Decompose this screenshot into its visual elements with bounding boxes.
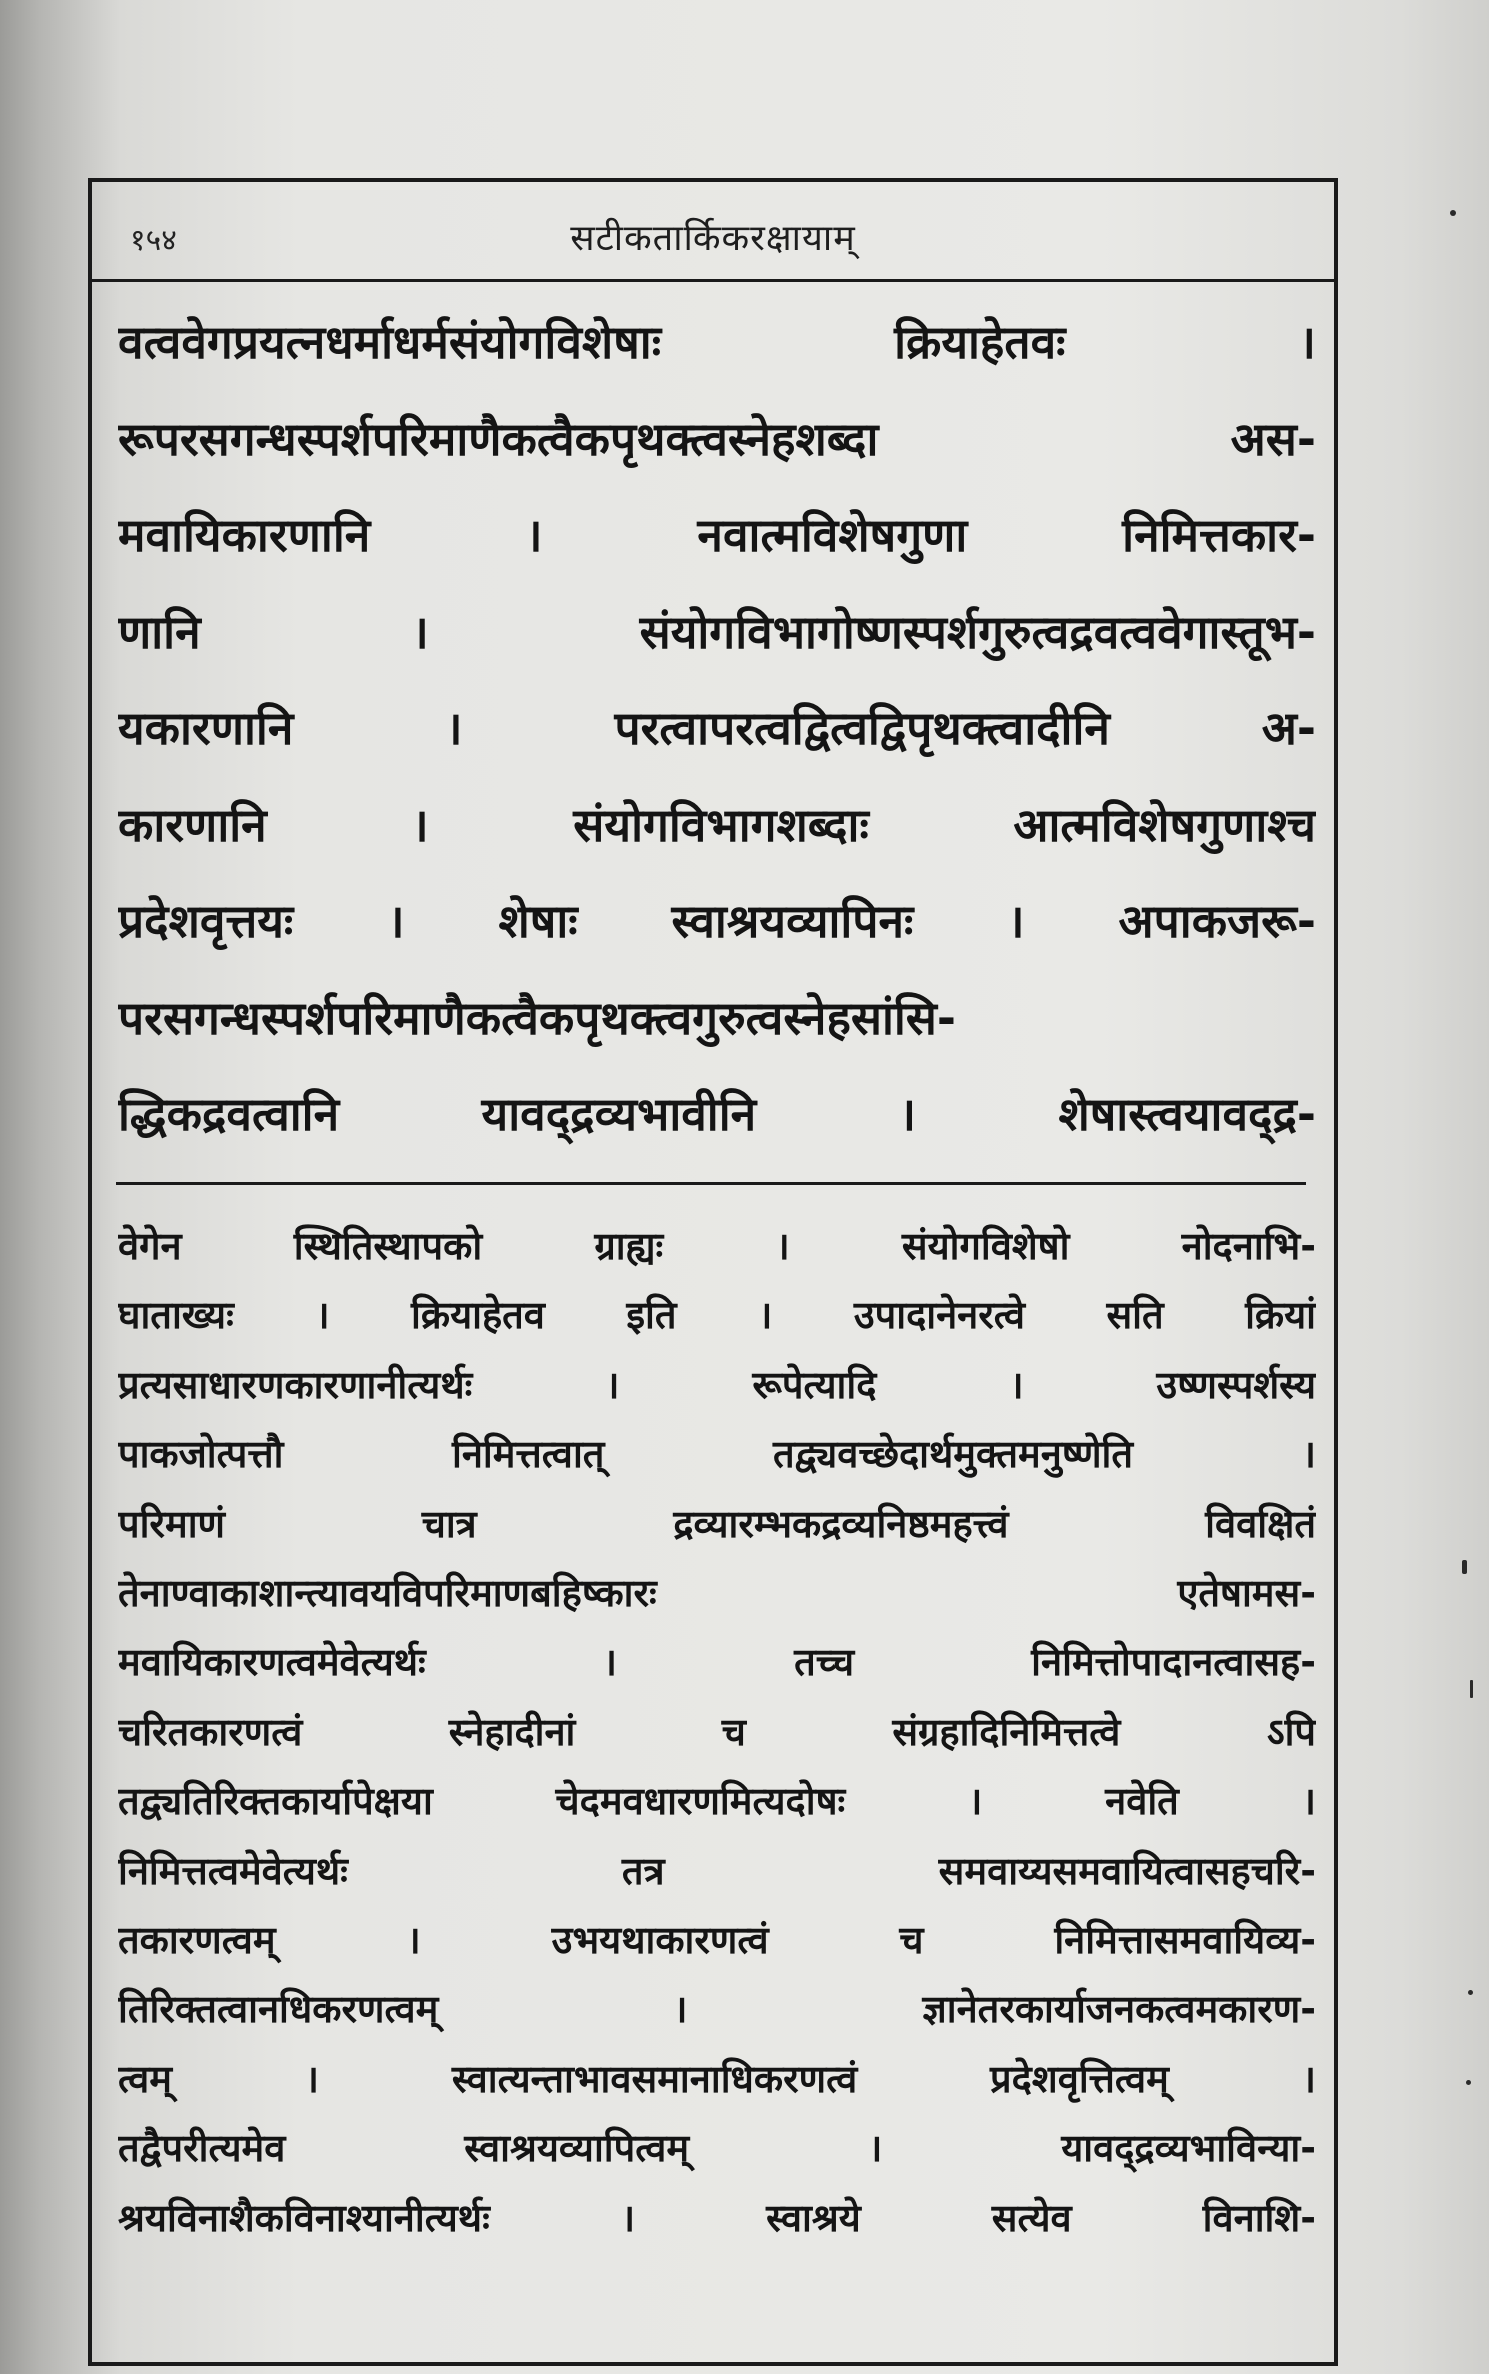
commentary-block bbox=[118, 1212, 1316, 2352]
page-header bbox=[92, 182, 1334, 282]
page-number: १५४ bbox=[130, 223, 177, 258]
commentary-line: पाकजोत्पत्तौ निमित्तत्वात् तद्व्यवच्छेदार्थमुक्तमनुष्णेति । bbox=[118, 1432, 1316, 1477]
main-text-line: रूपरसगन्धस्पर्शपरिमाणैकत्वैकपृथक्त्वस्नेहशब्दा अस- bbox=[118, 411, 1316, 466]
main-text-line: वत्ववेगप्रयत्नधर्माधर्मसंयोगविशेषाः क्रियाहेतवः । bbox=[118, 315, 1316, 369]
commentary-line: वेगेन स्थितिस्थापको ग्राह्यः । संयोगविशेषो नोदनाभि- bbox=[118, 1224, 1316, 1268]
main-text-line: प्रदेशवृत्तयः । शेषाः स्वाश्रयव्यापिनः । अपाकजरू- bbox=[118, 894, 1316, 948]
ink-speck bbox=[1462, 1560, 1467, 1574]
main-text-line: परसगन्धस्पर्शपरिमाणैकत्वैकपृथक्त्वगुरुत्वस्नेहसांसि- bbox=[118, 990, 956, 1045]
commentary-line: मवायिकारणत्वमेवेत्यर्थः । तच्च निमित्तोपादानत्वासह- bbox=[118, 1640, 1316, 1685]
commentary-line: तद्व्यतिरिक्तकार्यापेक्षया चेदमवधारणमित्यदोषः । नवेति । bbox=[118, 1779, 1316, 1824]
running-head: सटीकतार्किकरक्षायाम् bbox=[570, 218, 856, 259]
commentary-line: निमित्तत्वमेवेत्यर्थः तत्र समवाय्यसमवायित्वासहचरि- bbox=[118, 1848, 1316, 1893]
ink-speck bbox=[1450, 210, 1456, 216]
commentary-line: परिमाणं चात्र द्रव्यारम्भकद्रव्यनिष्ठमहत्त्वं विवक्षितं bbox=[118, 1501, 1316, 1546]
main-text-line: द्धिकद्रवत्वानि यावद्द्रव्यभावीनि । शेषास्त्वयावद्द्र- bbox=[118, 1087, 1316, 1141]
ink-speck bbox=[1466, 2080, 1471, 2085]
commentary-line: तेनाण्वाकाशान्त्यावयविपरिमाणबहिष्कारः एतेषामस- bbox=[118, 1571, 1316, 1616]
main-text-line: यकारणानि । परत्वापरत्वद्वित्वद्विपृथक्त्वादीनि अ- bbox=[118, 701, 1316, 755]
commentary-line: चरितकारणत्वं स्नेहादीनां च संग्रहादिनिमित्तत्वे ऽपि bbox=[118, 1709, 1316, 1754]
section-divider bbox=[116, 1182, 1306, 1185]
main-text-line: मवायिकारणानि । नवात्मविशेषगुणा निमित्तकार- bbox=[118, 508, 1316, 562]
commentary-line: तिरिक्तत्वानधिकरणत्वम् । ज्ञानेतरकार्याजनकत्वमकारण- bbox=[118, 1987, 1316, 2032]
commentary-line: घाताख्यः । क्रियाहेतव इति । उपादानेनरत्वे सति क्रियां bbox=[118, 1293, 1316, 1338]
main-text-line: णानि । संयोगविभागोष्णस्पर्शगुरुत्वद्रवत्ववेगास्तूभ- bbox=[118, 604, 1316, 659]
main-text-block bbox=[118, 294, 1316, 1154]
page-frame bbox=[88, 178, 1338, 2366]
commentary-line: तद्वैपरीत्यमेव स्वाश्रयव्यापित्वम् । यावद्द्रव्यभाविन्या- bbox=[118, 2126, 1316, 2171]
commentary-line: श्रयविनाशैकविनाश्यानीत्यर्थः । स्वाश्रये सत्येव विनाशि- bbox=[118, 2195, 1316, 2240]
main-text-line: कारणानि । संयोगविभागशब्दाः आत्मविशेषगुणाश्च bbox=[118, 797, 1316, 852]
commentary-line: प्रत्यसाधारणकारणानीत्यर्थः । रूपेत्यादि । उष्णस्पर्शस्य bbox=[118, 1362, 1316, 1407]
commentary-line: त्वम् । स्वात्यन्ताभावसमानाधिकरणत्वं प्रदेशवृत्तित्वम् । bbox=[118, 2056, 1316, 2101]
ink-speck bbox=[1468, 1990, 1473, 1995]
commentary-line: तकारणत्वम् । उभयथाकारणत्वं च निमित्तासमवायिव्य- bbox=[118, 1918, 1316, 1963]
ink-speck bbox=[1470, 1680, 1473, 1698]
